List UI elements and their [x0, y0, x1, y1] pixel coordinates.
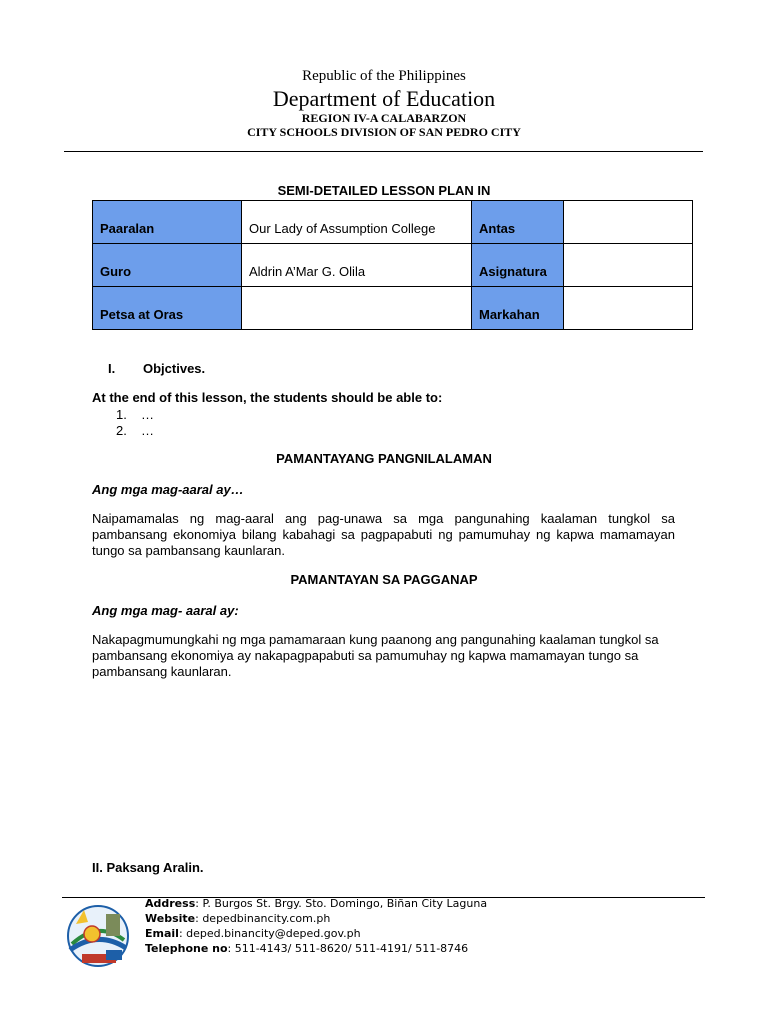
table-value-cell: [564, 287, 693, 330]
republic-header: Republic of the Philippines: [302, 68, 466, 84]
table-value-cell: [564, 244, 693, 287]
department-title: Department of Education: [272, 86, 496, 111]
performance-standard-body: Nakapagmumungkahi ng mga pamamaraan kung paanong ang pangunahing kaalaman tungkol sa pambansang ekonomiya ay nakapagpapabuti sa pamumuhay ng kapwa mamamayan tungo sa pambansang kaunlaran.: [92, 632, 659, 679]
table-row: [93, 244, 693, 287]
lesson-info-table: [92, 200, 693, 330]
footer-email: Email: deped.binancity@deped.gov.ph: [145, 927, 361, 940]
deped-binan-seal-icon: [62, 900, 134, 972]
footer-website: Website: depedbinancity.com.ph: [145, 912, 331, 925]
objectives-title: Objctives.: [143, 361, 206, 376]
table-label-cell: Paaralan: [93, 201, 242, 244]
content-standard-heading: PAMANTAYANG PANGNILALAMAN: [276, 451, 492, 466]
table-label-cell: Markahan: [472, 287, 564, 330]
content-standard-lead: Ang mga mag-aaral ay…: [92, 482, 244, 497]
table-label-cell: Antas: [472, 201, 564, 244]
performance-standard-lead: Ang mga mag- aaral ay:: [92, 603, 239, 618]
table-value-cell: [242, 287, 472, 330]
table-value-cell: Aldrin A’Mar G. Olila: [242, 244, 472, 287]
region-label: REGION IV-A CALABARZON: [301, 111, 467, 125]
objectives-number: I.: [108, 361, 116, 376]
table-value-cell: [564, 201, 693, 244]
division-label: CITY SCHOOLS DIVISION OF SAN PEDRO CITY: [247, 125, 521, 139]
header-divider: [64, 151, 703, 152]
footer-address: Address: P. Burgos St. Brgy. Sto. Domingo, Biñan City Laguna: [145, 897, 488, 910]
table-row: [93, 201, 693, 244]
section-2-title: II. Paksang Aralin.: [92, 860, 204, 875]
performance-standard-heading: PAMANTAYAN SA PAGGANAP: [290, 572, 478, 587]
table-value-cell: Our Lady of Assumption College: [242, 201, 472, 244]
footer-telephone: Telephone no: 511-4143/ 511-8620/ 511-4191/ 511-8746: [145, 942, 469, 955]
table-label-cell: Asignatura: [472, 244, 564, 287]
lesson-plan-title: SEMI-DETAILED LESSON PLAN IN: [277, 183, 491, 198]
objectives-intro: At the end of this lesson, the students should be able to:: [92, 390, 443, 405]
table-label-cell: Petsa at Oras: [93, 287, 242, 330]
table-label-cell: Guro: [93, 244, 242, 287]
content-standard-body: Naipamamalas ng mag-aaral ang pag-unawa sa mga pangunahing kaalaman tungkol sa pambansang ekonomiya bilang kabahagi sa pagpapabuti ng pamumuhay ng kapwa mamamayan tungo sa pambansang kaunlaran.: [92, 511, 675, 558]
table-row: [93, 287, 693, 330]
